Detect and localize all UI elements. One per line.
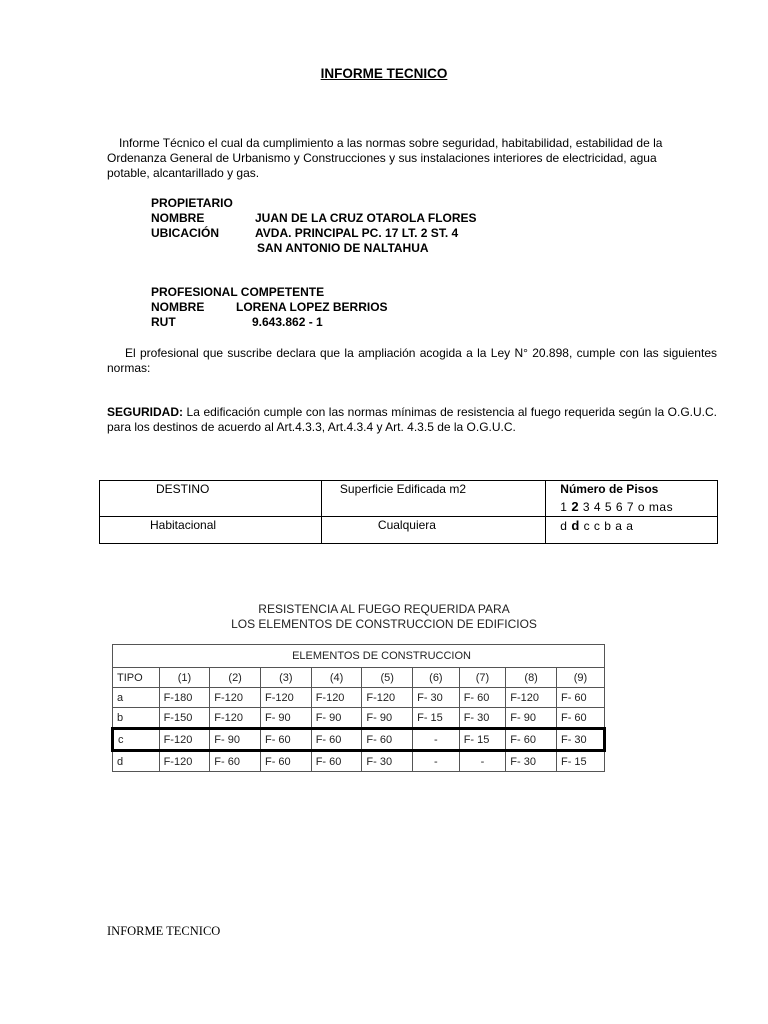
- fire-cell: F- 90: [260, 708, 311, 729]
- fire-col-header: (4): [311, 668, 362, 688]
- fire-col-header: (2): [210, 668, 261, 688]
- propietario-ubicacion-line1: AVDA. PRINCIPAL PC. 17 LT. 2 ST. 4: [255, 226, 459, 240]
- fire-row-tipo: d: [113, 751, 160, 772]
- fire-cell: -: [413, 751, 460, 772]
- fire-cell: F- 60: [260, 729, 311, 751]
- seguridad-paragraph: [107, 405, 717, 435]
- propietario-ubicacion-label: UBICACIÓN: [151, 226, 219, 240]
- fire-cell: F- 90: [311, 708, 362, 729]
- fire-cell: F- 30: [413, 688, 460, 708]
- fire-col-header: (6): [413, 668, 460, 688]
- superficie-header: Superficie Edificada m2: [321, 481, 545, 517]
- profesional-rut-label: RUT: [151, 315, 176, 329]
- fire-cell: -: [413, 729, 460, 751]
- fire-cell: F- 90: [506, 708, 557, 729]
- document-title: INFORME TECNICO: [320, 66, 448, 81]
- fire-cell: F- 15: [556, 751, 604, 772]
- fire-cell: F-120: [506, 688, 557, 708]
- fire-cell: F- 15: [413, 708, 460, 729]
- fire-cell: F- 30: [459, 708, 506, 729]
- profesional-block: [151, 285, 651, 330]
- fire-table-caption: [0, 602, 768, 632]
- intro-paragraph: Informe Técnico el cual da cumplimiento a las normas sobre seguridad, habitabilidad, estabilidad de la Ordenanza General de Urbanismo y Construcciones y sus instalaciones interiores de electricidad, agua potable, alcantarillado y gas.: [107, 136, 663, 180]
- fire-col-header: (1): [159, 668, 210, 688]
- page-footer: INFORME TECNICO: [107, 924, 221, 938]
- fire-caption-line1: RESISTENCIA AL FUEGO REQUERIDA PARA: [258, 602, 510, 616]
- propietario-ubicacion-line2: SAN ANTONIO DE NALTAHUA: [257, 241, 429, 255]
- fire-cell: F- 60: [311, 751, 362, 772]
- fire-cell: -: [459, 751, 506, 772]
- fire-cell: F- 60: [459, 688, 506, 708]
- fire-group-header: ELEMENTOS DE CONSTRUCCION: [159, 645, 604, 668]
- propietario-nombre-label: NOMBRE: [151, 211, 205, 225]
- fire-cell: F- 60: [260, 751, 311, 772]
- fire-cell: F-120: [311, 688, 362, 708]
- fire-row-tipo: b: [113, 708, 160, 729]
- fire-cell: F-120: [260, 688, 311, 708]
- fire-cell: F- 60: [311, 729, 362, 751]
- fire-table-row: [113, 708, 605, 729]
- propietario-heading: PROPIETARIO: [151, 196, 233, 210]
- fire-cell: F- 60: [556, 708, 604, 729]
- pisos-header-cell: [546, 481, 718, 517]
- fire-col-tipo: TIPO: [113, 668, 160, 688]
- propietario-block: [151, 196, 651, 256]
- seguridad-text: La edificación cumple con las normas mínimas de resistencia al fuego requerida según la O.G.U.C. para los destinos de acuerdo al Art.4.3.3, Art.4.3.4 y Art. 4.3.5 de la O.G.U.C.: [107, 405, 717, 434]
- fire-cell: F- 60: [506, 729, 557, 751]
- fire-cell: F-120: [210, 708, 261, 729]
- fire-row-tipo: c: [113, 729, 160, 751]
- destino-table-row: [100, 517, 718, 544]
- fire-col-header: (3): [260, 668, 311, 688]
- fire-cell: F- 60: [210, 751, 261, 772]
- pisos-header: Número de Pisos: [560, 482, 659, 496]
- profesional-nombre-label: NOMBRE: [151, 300, 205, 314]
- propietario-nombre-value: JUAN DE LA CRUZ OTAROLA FLORES: [255, 211, 477, 225]
- fire-column-header-row: [113, 668, 605, 688]
- fire-col-header: (7): [459, 668, 506, 688]
- fire-cell: F-180: [159, 688, 210, 708]
- fire-cell: F- 60: [362, 729, 413, 751]
- fire-cell: F- 15: [459, 729, 506, 751]
- fire-col-header: (9): [556, 668, 604, 688]
- fire-group-header-row: [113, 645, 605, 668]
- fire-table-row: [113, 688, 605, 708]
- fire-col-header: (8): [506, 668, 557, 688]
- fire-cell: F- 90: [362, 708, 413, 729]
- declaracion-paragraph: El profesional que suscribe declara que la ampliación acogida a la Ley N° 20.898, cumple con las siguientes normas:: [107, 346, 717, 375]
- destino-table: [99, 480, 718, 544]
- fire-col-header: (5): [362, 668, 413, 688]
- fire-row-tipo: a: [113, 688, 160, 708]
- fire-cell: F- 30: [556, 729, 604, 751]
- pisos-numbers: 1 2 3 4 5 6 7 o mas: [560, 499, 674, 514]
- fire-cell: F-150: [159, 708, 210, 729]
- clase-values: d d c c b a a: [546, 517, 718, 544]
- fire-cell: F- 30: [362, 751, 413, 772]
- fire-table-row: [113, 751, 605, 772]
- profesional-rut-value: 9.643.862 - 1: [252, 315, 323, 329]
- fire-cell: F-120: [362, 688, 413, 708]
- destino-header: DESTINO: [100, 481, 322, 517]
- fire-table-row: [113, 729, 605, 751]
- profesional-heading: PROFESIONAL COMPETENTE: [151, 285, 325, 299]
- fire-caption-line2: LOS ELEMENTOS DE CONSTRUCCION DE EDIFICIOS: [231, 617, 537, 631]
- fire-resistance-table: [111, 644, 606, 772]
- fire-cell: F- 90: [210, 729, 261, 751]
- destino-table-header-row: [100, 481, 718, 517]
- superficie-value: Cualquiera: [321, 517, 545, 544]
- destino-value: Habitacional: [100, 517, 322, 544]
- fire-cell: F-120: [159, 729, 210, 751]
- seguridad-label: SEGURIDAD:: [107, 405, 184, 419]
- fire-cell: F-120: [210, 688, 261, 708]
- profesional-nombre-value: LORENA LOPEZ BERRIOS: [236, 300, 388, 314]
- fire-cell: F-120: [159, 751, 210, 772]
- fire-cell: F- 30: [506, 751, 557, 772]
- fire-cell: F- 60: [556, 688, 604, 708]
